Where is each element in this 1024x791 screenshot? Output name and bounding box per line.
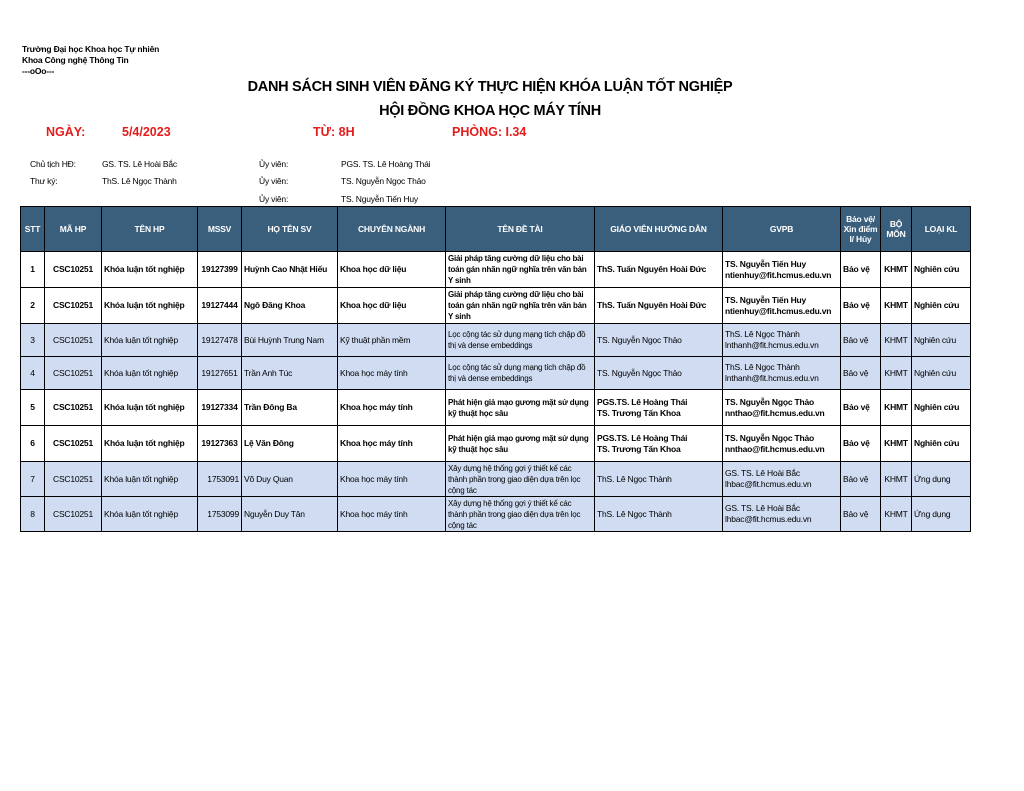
cell-department: KHMT	[881, 390, 912, 426]
reviewer-email: ntienhuy@fit.hcmus.edu.vn	[725, 305, 832, 316]
cell-student-id: 19127478	[198, 324, 242, 357]
cell-course-name: Khóa luận tốt nghiệp	[102, 390, 198, 426]
cell-student-id: 1753091	[198, 462, 242, 497]
cell-thesis-type: Nghiên cứu	[912, 252, 971, 288]
cell-course-name: Khóa luận tốt nghiệp	[102, 288, 198, 324]
cell-major: Khoa học máy tính	[338, 462, 446, 497]
member-label: Ủy viên:	[259, 159, 289, 169]
reviewer-name: TS. Nguyễn Tiến Huy	[725, 258, 807, 269]
cell-course-code: CSC10251	[45, 426, 102, 462]
student-table	[20, 206, 971, 532]
cell-student-id: 1753099	[198, 497, 242, 532]
advisor-name: PGS.TS. Lê Hoàng Thái	[597, 432, 688, 443]
cell-thesis-type: Nghiên cứu	[912, 357, 971, 390]
cell-reviewer	[723, 390, 841, 426]
cell-advisor	[595, 324, 723, 357]
cell-major: Khoa học máy tính	[338, 426, 446, 462]
advisor-name: TS. Nguyễn Ngọc Thảo	[597, 334, 682, 345]
reviewer-email: ntienhuy@fit.hcmus.edu.vn	[725, 269, 832, 280]
cell-student-id: 19127363	[198, 426, 242, 462]
advisor-name: PGS.TS. Lê Hoàng Thái	[597, 396, 688, 407]
table-row	[21, 252, 971, 288]
cell-student-id: 19127334	[198, 390, 242, 426]
column-header-status: Bảo vệ/ Xin điểm I/ Hủy	[841, 207, 881, 252]
cell-course-name: Khóa luận tốt nghiệp	[102, 357, 198, 390]
cell-reviewer	[723, 288, 841, 324]
chair-name: GS. TS. Lê Hoài Bắc	[102, 159, 177, 169]
cell-thesis-type: Nghiên cứu	[912, 324, 971, 357]
reviewer-email: lhbac@fit.hcmus.edu.vn	[725, 479, 812, 489]
cell-stt: 5	[21, 390, 45, 426]
date-label: NGÀY:	[46, 125, 86, 139]
cell-status: Bảo vệ	[841, 357, 881, 390]
cell-course-name: Khóa luận tốt nghiệp	[102, 324, 198, 357]
cell-status: Bảo vệ	[841, 324, 881, 357]
cell-status: Bảo vệ	[841, 288, 881, 324]
cell-topic: Phát hiện giả mạo gương mặt sử dụng kỹ thuật học sâu	[446, 390, 595, 426]
secretary-label: Thư ký:	[30, 176, 58, 186]
session-time: TỪ: 8H	[313, 125, 355, 139]
cell-course-code: CSC10251	[45, 252, 102, 288]
council-title: HỘI ĐỒNG KHOA HỌC MÁY TÍNH	[379, 103, 601, 119]
cell-major: Khoa học dữ liệu	[338, 252, 446, 288]
cell-major: Khoa học máy tính	[338, 497, 446, 532]
cell-department: KHMT	[881, 426, 912, 462]
cell-course-code: CSC10251	[45, 357, 102, 390]
reviewer-name: TS. Nguyễn Ngọc Thảo	[725, 396, 815, 407]
cell-student-id: 19127651	[198, 357, 242, 390]
cell-advisor	[595, 288, 723, 324]
cell-department: KHMT	[881, 357, 912, 390]
cell-student-id: 19127444	[198, 288, 242, 324]
cell-department: KHMT	[881, 462, 912, 497]
cell-reviewer	[723, 324, 841, 357]
cell-student-name: Lệ Văn Đông	[242, 426, 338, 462]
cell-thesis-type: Ứng dụng	[912, 462, 971, 497]
header-ornament: ---oOo---	[22, 66, 55, 76]
cell-course-code: CSC10251	[45, 288, 102, 324]
column-header-course-name: TÊN HP	[102, 207, 198, 252]
chair-label: Chủ tịch HĐ:	[30, 159, 76, 169]
cell-topic: Giải pháp tăng cường dữ liệu cho bài toán gán nhãn ngữ nghĩa trên văn bản Y sinh	[446, 288, 595, 324]
reviewer-name: GS. TS. Lê Hoài Bắc	[725, 468, 800, 478]
cell-advisor	[595, 252, 723, 288]
cell-course-code: CSC10251	[45, 462, 102, 497]
cell-major: Khoa học máy tính	[338, 390, 446, 426]
cell-status: Bảo vệ	[841, 252, 881, 288]
cell-topic: Xây dựng hệ thống gợi ý thiết kế các thành phần trong giao diện dựa trên lọc cộng tác	[446, 462, 595, 497]
cell-department: KHMT	[881, 324, 912, 357]
member-label: Ủy viên:	[259, 176, 289, 186]
cell-reviewer	[723, 462, 841, 497]
cell-student-name: Trần Đông Ba	[242, 390, 338, 426]
advisor-name: ThS. Lê Ngọc Thành	[597, 508, 672, 519]
cell-student-name: Ngô Đăng Khoa	[242, 288, 338, 324]
cell-stt: 2	[21, 288, 45, 324]
column-header-stt: STT	[21, 207, 45, 252]
reviewer-name: TS. Nguyễn Tiến Huy	[725, 294, 807, 305]
member-name: PGS. TS. Lê Hoàng Thái	[341, 159, 431, 169]
reviewer-email: lnthanh@fit.hcmus.edu.vn	[725, 340, 819, 350]
table-row	[21, 324, 971, 357]
table-row	[21, 288, 971, 324]
document-title: DANH SÁCH SINH VIÊN ĐĂNG KÝ THỰC HIỆN KHÓA LUẬN TỐT NGHIỆP	[247, 79, 733, 95]
column-header-topic: TÊN ĐỀ TÀI	[446, 207, 595, 252]
faculty-name: Khoa Công nghệ Thông Tin	[22, 55, 129, 65]
cell-reviewer	[723, 426, 841, 462]
cell-student-name: Trần Anh Túc	[242, 357, 338, 390]
cell-advisor	[595, 426, 723, 462]
column-header-department: BỘ MÔN	[881, 207, 912, 252]
cell-thesis-type: Ứng dụng	[912, 497, 971, 532]
cell-student-name: Huỳnh Cao Nhật Hiếu	[242, 252, 338, 288]
table-row	[21, 426, 971, 462]
reviewer-name: GS. TS. Lê Hoài Bắc	[725, 503, 800, 513]
cell-course-code: CSC10251	[45, 497, 102, 532]
advisor-name: ThS. Tuấn Nguyên Hoài Đức	[597, 300, 707, 310]
co-advisor-name: TS. Trương Tấn Khoa	[597, 443, 681, 454]
advisor-name: ThS. Lê Ngọc Thành	[597, 473, 672, 484]
cell-thesis-type: Nghiên cứu	[912, 390, 971, 426]
cell-course-name: Khóa luận tốt nghiệp	[102, 426, 198, 462]
table-row	[21, 462, 971, 497]
cell-topic: Lọc cộng tác sử dụng mạng tích chập đồ thị và dense embeddings	[446, 324, 595, 357]
cell-topic: Phát hiện giả mạo gương mặt sử dụng kỹ thuật học sâu	[446, 426, 595, 462]
cell-status: Bảo vệ	[841, 497, 881, 532]
column-header-major: CHUYÊN NGÀNH	[338, 207, 446, 252]
reviewer-name: ThS. Lê Ngọc Thành	[725, 329, 800, 339]
cell-major: Kỹ thuật phần mềm	[338, 324, 446, 357]
advisor-name: TS. Nguyễn Ngọc Thảo	[597, 367, 682, 378]
cell-status: Bảo vệ	[841, 462, 881, 497]
cell-department: KHMT	[881, 497, 912, 532]
reviewer-email: nnthao@fit.hcmus.edu.vn	[725, 407, 825, 418]
member-name: TS. Nguyễn Tiến Huy	[341, 194, 418, 204]
cell-topic: Xây dựng hệ thống gợi ý thiết kế các thành phần trong giao diện dựa trên lọc cộng tác	[446, 497, 595, 532]
reviewer-name: ThS. Lê Ngọc Thành	[725, 362, 800, 372]
member-label: Ủy viên:	[259, 194, 289, 204]
cell-course-code: CSC10251	[45, 324, 102, 357]
reviewer-email: nnthao@fit.hcmus.edu.vn	[725, 443, 825, 454]
cell-reviewer	[723, 497, 841, 532]
cell-topic: Giải pháp tăng cường dữ liệu cho bài toán gán nhãn ngữ nghĩa trên văn bản Y sinh	[446, 252, 595, 288]
table-row	[21, 390, 971, 426]
cell-reviewer	[723, 252, 841, 288]
cell-topic: Lọc cộng tác sử dụng mạng tích chập đồ thị và dense embeddings	[446, 357, 595, 390]
cell-advisor	[595, 357, 723, 390]
cell-course-name: Khóa luận tốt nghiệp	[102, 462, 198, 497]
table-header-row	[21, 207, 971, 252]
session-room: PHÒNG: I.34	[452, 125, 527, 139]
cell-course-name: Khóa luận tốt nghiệp	[102, 497, 198, 532]
cell-stt: 6	[21, 426, 45, 462]
cell-major: Khoa học máy tính	[338, 357, 446, 390]
cell-student-name: Nguyễn Duy Tân	[242, 497, 338, 532]
cell-stt: 1	[21, 252, 45, 288]
column-header-thesis-type: LOẠI KL	[912, 207, 971, 252]
reviewer-name: TS. Nguyễn Ngọc Thảo	[725, 432, 815, 443]
cell-advisor	[595, 390, 723, 426]
cell-course-name: Khóa luận tốt nghiệp	[102, 252, 198, 288]
table-row	[21, 357, 971, 390]
cell-status: Bảo vệ	[841, 426, 881, 462]
cell-student-name: Võ Duy Quan	[242, 462, 338, 497]
cell-course-code: CSC10251	[45, 390, 102, 426]
cell-major: Khoa học dữ liệu	[338, 288, 446, 324]
column-header-reviewer: GVPB	[723, 207, 841, 252]
cell-stt: 7	[21, 462, 45, 497]
cell-department: KHMT	[881, 252, 912, 288]
cell-status: Bảo vệ	[841, 390, 881, 426]
column-header-student-name: HỌ TÊN SV	[242, 207, 338, 252]
cell-stt: 3	[21, 324, 45, 357]
cell-advisor	[595, 497, 723, 532]
reviewer-email: lnthanh@fit.hcmus.edu.vn	[725, 373, 819, 383]
column-header-student-id: MSSV	[198, 207, 242, 252]
column-header-advisor: GIÁO VIÊN HƯỚNG DẪN	[595, 207, 723, 252]
member-name: TS. Nguyễn Ngọc Thảo	[341, 176, 426, 186]
advisor-name: ThS. Tuấn Nguyên Hoài Đức	[597, 264, 707, 274]
cell-advisor	[595, 462, 723, 497]
cell-stt: 8	[21, 497, 45, 532]
cell-department: KHMT	[881, 288, 912, 324]
cell-reviewer	[723, 357, 841, 390]
cell-student-id: 19127399	[198, 252, 242, 288]
secretary-name: ThS. Lê Ngọc Thành	[102, 176, 177, 186]
date-value: 5/4/2023	[122, 125, 171, 139]
cell-student-name: Bùi Huỳnh Trung Nam	[242, 324, 338, 357]
cell-thesis-type: Nghiên cứu	[912, 288, 971, 324]
cell-thesis-type: Nghiên cứu	[912, 426, 971, 462]
co-advisor-name: TS. Trương Tấn Khoa	[597, 407, 681, 418]
column-header-course-code: MÃ HP	[45, 207, 102, 252]
cell-stt: 4	[21, 357, 45, 390]
university-name: Trường Đại học Khoa học Tự nhiên	[22, 44, 160, 54]
reviewer-email: lhbac@fit.hcmus.edu.vn	[725, 514, 812, 524]
table-row	[21, 497, 971, 532]
